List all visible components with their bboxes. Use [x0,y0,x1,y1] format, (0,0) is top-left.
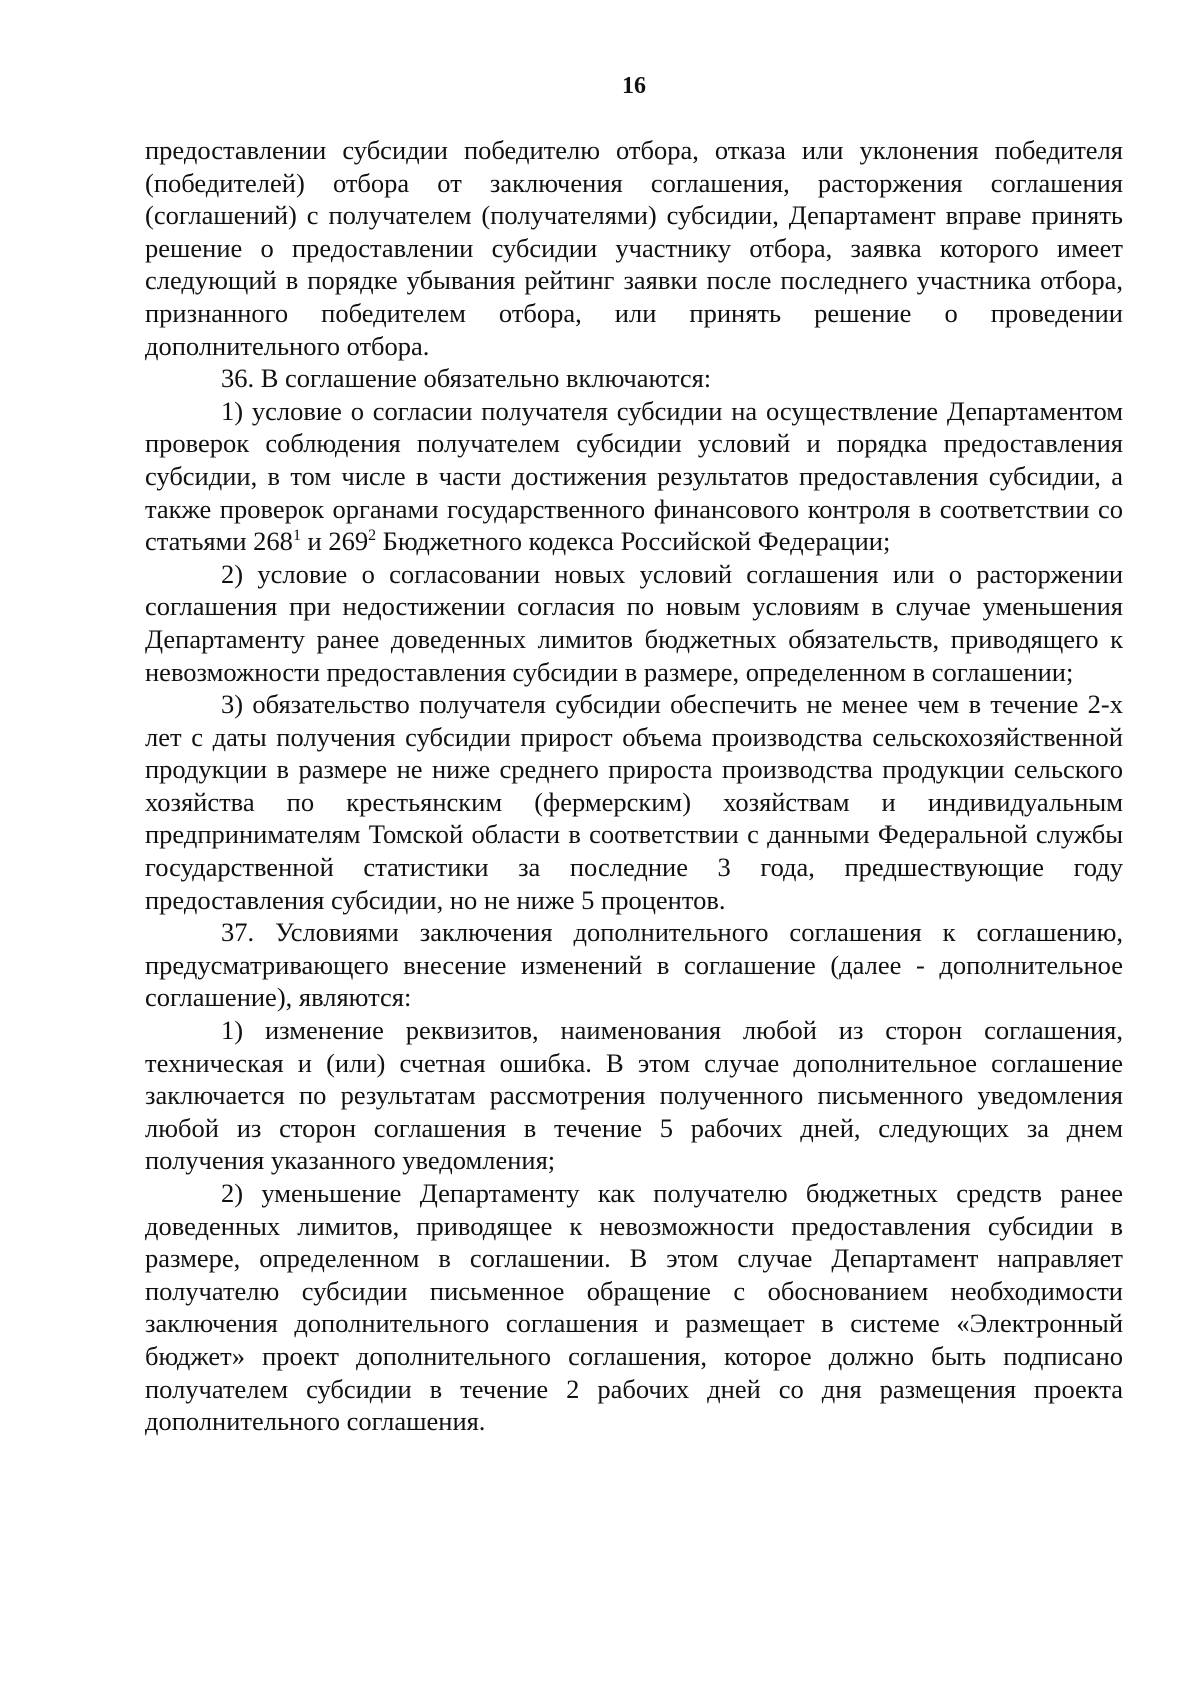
paragraph-clause-37-item-1: 1) изменение реквизитов, наименования любой из сторон соглашения, техническая и (или) счетная ошибка. В этом случае дополнительное соглашение заключается по результатам рассмотрения полученного письменного уведомления любой из сторон соглашения в течение 5 рабочих дней, следующих за днем получения указанного уведомления; [145,1015,1123,1176]
paragraph-continuation: предоставлении субсидии победителю отбора, отказа или уклонения победителя (победителей) отбора от заключения соглашения, расторжения соглашения (соглашений) с получателем (получателями) субсидии, Департамент вправе принять решение о предоставлении субсидии участнику отбора, заявка которого имеет следующий в порядке убывания рейтинг заявки после последнего участника отбора, признанного победителем отбора, или принять решение о проведении дополнительного отбора. [145,135,1123,361]
paragraph-clause-36-item-3: 3) обязательство получателя субсидии обеспечить не менее чем в течение 2-х лет с даты получения субсидии прирост объема производства сельскохозяйственной продукции в размере не ниже среднего прироста производства продукции сельского хозяйства по крестьянским (фермерским) хозяйствам и индивидуальным предпринимателям Томской области в соответствии с данными Федеральной службы государственной статистики за последние 3 года, предшествующие году предоставления субсидии, но не ниже 5 процентов. [145,689,1123,915]
superscript: 1 [292,527,301,545]
paragraph-clause-36: 36. В соглашение обязательно включаются: [221,363,712,394]
text-run: и 269 [300,526,369,557]
text-run: 1) условие о согласии получателя субсидии на осуществление Департаментом проверок соблюдения получателем субсидии условий и порядка предоставления субсидии, в том числе в части достижения результатов предоставления субсидии, а также проверок органами государственного финансового контроля в соответствии со статьями 268 [145,395,1123,557]
superscript: 2 [368,527,377,545]
document-page [145,70,1123,1438]
page-number: 16 [622,73,646,99]
paragraph-clause-37: 37. Условиями заключения дополнительного соглашения к соглашению, предусматривающего внесение изменений в соглашение (далее - дополнительное соглашение), являются: [145,917,1123,1013]
paragraph-clause-36-item-2: 2) условие о согласовании новых условий соглашения или о расторжении соглашения при недостижении согласия по новым условиям в случае уменьшения Департаменту ранее доведенных лимитов бюджетных обязательств, приводящего к невозможности предоставления субсидии в размере, определенном в соглашении; [145,558,1123,687]
paragraph-clause-36-item-1 [145,395,1123,558]
paragraph-clause-37-item-2: 2) уменьшение Департаменту как получателю бюджетных средств ранее доведенных лимитов, приводящее к невозможности предоставления субсидии в размере, определенном в соглашении. В этом случае Департамент направляет получателю субсидии письменное обращение с обоснованием необходимости заключения дополнительного соглашения и размещает в системе «Электронный бюджет» проект дополнительного соглашения, которое должно быть подписано получателем субсидии в течение 2 рабочих дней со дня размещения проекта дополнительного соглашения. [145,1178,1123,1437]
text-run: Бюджетного кодекса Российской Федерации; [376,526,891,557]
